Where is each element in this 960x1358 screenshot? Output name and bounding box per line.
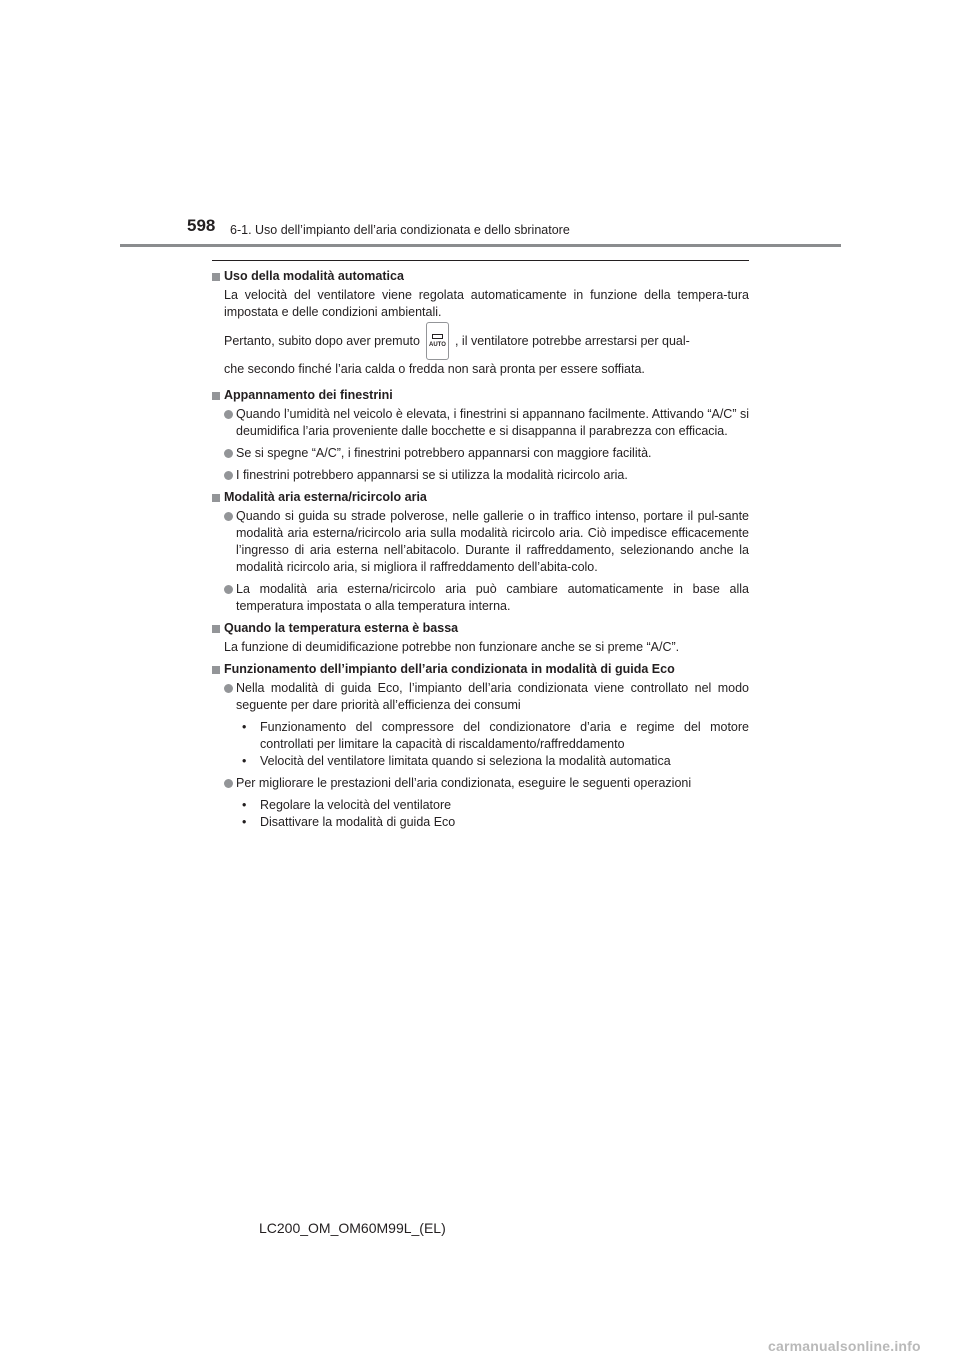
round-bullet-icon [224, 585, 233, 594]
square-bullet-icon [212, 392, 220, 400]
footer-code: LC200_OM_OM60M99L_(EL) [259, 1220, 446, 1236]
auto-button-icon: AUTO [426, 322, 449, 360]
chapter-title: 6-1. Uso dell’impianto dell’aria condizionata e dello sbrinatore [230, 223, 570, 237]
round-bullet-icon [224, 779, 233, 788]
section-heading: Quando la temperatura esterna è bassa [212, 620, 749, 637]
sub-bullet-item: • Regolare la velocità del ventilatore [242, 798, 452, 812]
round-bullet-icon [224, 449, 233, 458]
round-bullet-icon [224, 410, 233, 419]
section-heading: Uso della modalità automatica [212, 268, 749, 285]
section-paragraph: che secondo finché l’aria calda o fredda non sarà pronta per essere soffiata. [224, 362, 645, 376]
square-bullet-icon [212, 666, 220, 674]
bullet-item: Per migliorare le prestazioni dell’aria condizionata, eseguire le seguenti operazioni [212, 775, 749, 792]
header-rule [120, 244, 841, 247]
bullet-item: Quando l’umidità nel veicolo è elevata, i finestrini si appannano facilmente. Attivando “A/C” si deumidifica l’aria proveniente dalle bocchette e si disappanna il parabrezza con efficacia. [212, 406, 749, 440]
bullet-item: Nella modalità di guida Eco, l’impianto dell’aria condizionata viene controllato nel modo seguente per dare priorità all’efficienza dei consumi [212, 680, 749, 714]
section-heading: Appannamento dei finestrini [212, 387, 749, 404]
section-paragraph: La funzione di deumidificazione potrebbe non funzionare anche se si preme “A/C”. [224, 640, 680, 654]
section-paragraph: La velocità del ventilatore viene regolata automaticamente in funzione della tempera-tura impostata e delle condizioni ambientali. [224, 288, 749, 319]
page-number: 598 [187, 216, 216, 235]
sub-bullet-item: • Disattivare la modalità di guida Eco [242, 815, 456, 829]
auto-button-line: Pertanto, subito dopo aver premuto AUTO , il ventilatore potrebbe arrestarsi per qual- [224, 321, 749, 361]
watermark: carmanualsonline.info [768, 1338, 921, 1354]
page-content [212, 268, 749, 831]
square-bullet-icon [212, 625, 220, 633]
round-bullet-icon [224, 512, 233, 521]
indicator-led-icon [432, 334, 443, 339]
square-bullet-icon [212, 494, 220, 502]
round-bullet-icon [224, 684, 233, 693]
bullet-item: Se si spegne “A/C”, i finestrini potrebbero appannarsi con maggiore facilità. [212, 445, 749, 462]
square-bullet-icon [212, 273, 220, 281]
sub-bullet-item: • Velocità del ventilatore limitata quando si seleziona la modalità automatica [242, 754, 671, 768]
section-heading: Modalità aria esterna/ricircolo aria [212, 489, 749, 506]
section-rule [212, 260, 749, 261]
round-bullet-icon [224, 471, 233, 480]
bullet-item: Quando si guida su strade polverose, nelle gallerie o in traffico intenso, portare il pul-sante modalità aria esterna/ricircolo aria sulla modalità ricircolo aria. Ciò impedisce efficacemente l’ingresso di aria esterna nell’abitacolo. Durante il raffreddamento, selezionando anche la modalità ricircolo aria, si migliora il raffreddamento dell’abita-colo. [212, 508, 749, 576]
section-heading: Funzionamento dell’impianto dell’aria condizionata in modalità di guida Eco [212, 661, 749, 678]
sub-bullet-item: • Funzionamento del compressore del condizionatore d’aria e regime del motore controllati per limitare la capacità di riscaldamento/raffreddamento [242, 720, 749, 751]
bullet-item: La modalità aria esterna/ricircolo aria può cambiare automaticamente in base alla temperatura impostata o alla temperatura interna. [212, 581, 749, 615]
bullet-item: I finestrini potrebbero appannarsi se si utilizza la modalità ricircolo aria. [212, 467, 749, 484]
